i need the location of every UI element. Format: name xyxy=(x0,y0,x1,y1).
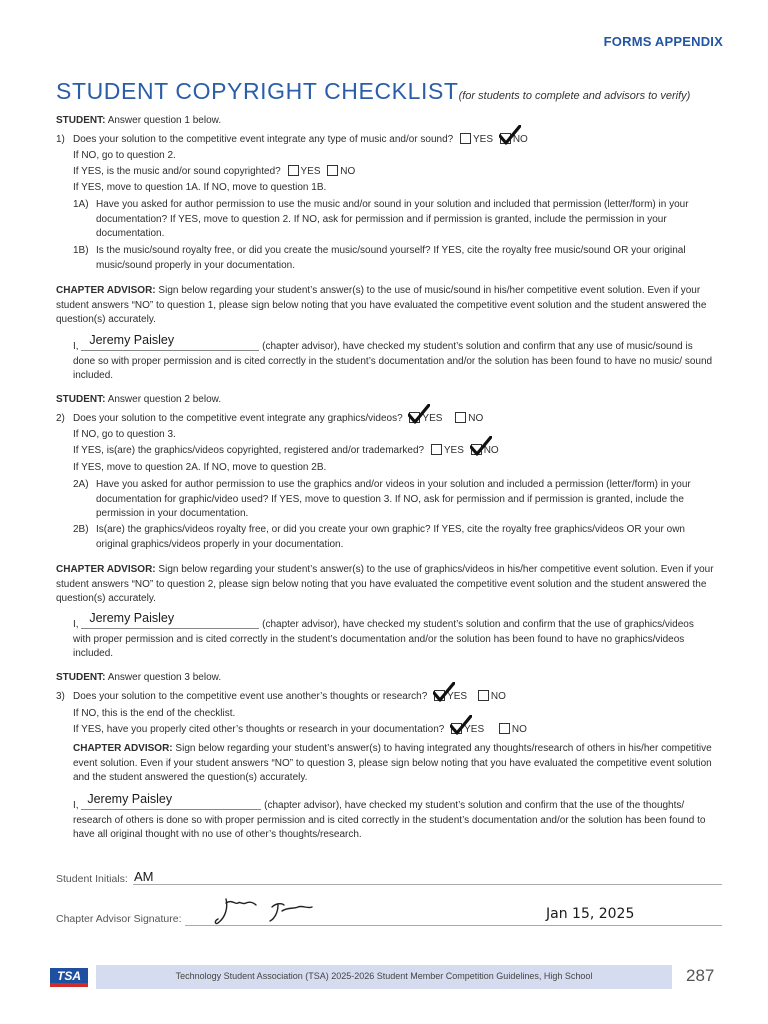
q3-student-label: STUDENT: xyxy=(56,672,106,683)
q1-number: 1) xyxy=(56,134,65,145)
logo-text: TSA xyxy=(57,969,81,983)
q2-sub-yes-label: YES xyxy=(443,445,464,456)
q1-question: Does your solution to the competitive event integrate any type of music and/or sound? xyxy=(73,134,454,145)
handwritten-signature xyxy=(212,893,318,927)
q1-confirm: (chapter advisor), have checked my student’s solution and confirm that any use of music/sound is done so with proper permission and is cited correctly in the student’s documentation and/or the solution has been found to have no music/ sound included. xyxy=(73,341,713,382)
q1-yes-label: YES xyxy=(473,134,494,145)
q1-sub-question: If YES, is the music and/or sound copyrighted? xyxy=(73,166,281,177)
q1-move: If YES, move to question 1A. If NO, move to question 1B. xyxy=(73,182,327,193)
title-main: STUDENT COPYRIGHT CHECKLIST xyxy=(56,78,459,104)
q2-sub-no-checkbox[interactable] xyxy=(471,444,482,455)
q2-yes-label: YES xyxy=(422,413,443,424)
q1-advisor-name-field[interactable] xyxy=(81,333,259,351)
q3-advisor-label: CHAPTER ADVISOR: xyxy=(73,743,173,754)
q1-no-checkbox[interactable] xyxy=(500,133,511,144)
q3-advisor-instruction xyxy=(73,742,713,786)
q1-advisor-statement xyxy=(73,333,713,384)
q2-yes-checkbox[interactable] xyxy=(409,412,420,423)
forms-appendix-header: FORMS APPENDIX xyxy=(603,34,723,49)
q3-i: I, xyxy=(73,800,79,811)
q3-advisor-name: Jeremy Paisley xyxy=(87,792,173,806)
q2-student-instruction xyxy=(56,393,716,408)
q2-i: I, xyxy=(73,619,79,630)
q1-student-instr-text: Answer question 1 below. xyxy=(107,115,222,126)
q2-move: If YES, move to question 2A. If NO, move to question 2B. xyxy=(73,462,327,473)
title-subtitle: (for students to complete and advisors to verify) xyxy=(458,90,691,102)
q2-question: Does your solution to the competitive event integrate any graphics/videos? xyxy=(73,413,403,424)
q3-end: If NO, this is the end of the checklist. xyxy=(73,708,236,719)
q2-student-label: STUDENT: xyxy=(56,394,106,405)
q2-sub-question: If YES, is(are) the graphics/videos copyrighted, registered and/or trademarked? xyxy=(73,445,425,456)
q1-sub-yes-checkbox[interactable] xyxy=(288,165,299,176)
q3-sub-question: If YES, have you properly cited other’s thoughts or research in your documentation? xyxy=(73,724,445,735)
q3-question-row xyxy=(73,690,506,705)
q2-advisor-name-field[interactable] xyxy=(81,611,259,629)
student-initials-label: Student Initials: xyxy=(56,873,128,885)
q1a-number: 1A) xyxy=(73,199,89,210)
student-initials-field[interactable] xyxy=(133,884,722,885)
q1-i: I, xyxy=(73,341,79,352)
q1b-number: 1B) xyxy=(73,245,89,256)
q2b-number: 2B) xyxy=(73,524,89,535)
q1-sub-no-label: NO xyxy=(340,166,356,177)
q2-confirm: (chapter advisor), have checked my student’s solution and confirm that the use of graphics/videos with proper permission and is cited correctly in the student’s documentation and/or the solution has been found to have no graphics/videos included. xyxy=(73,619,694,660)
q1-advisor-label: CHAPTER ADVISOR: xyxy=(56,285,156,296)
q1-if-no: If NO, go to question 2. xyxy=(73,150,176,161)
q3-advisor-name-field[interactable] xyxy=(81,792,261,810)
q3-number: 3) xyxy=(56,691,65,702)
q3-yes-checkbox[interactable] xyxy=(434,690,445,701)
q3-sub-question-row xyxy=(73,723,527,738)
advisor-signature-label: Chapter Advisor Signature: xyxy=(56,913,182,925)
q3-sub-yes-label: YES xyxy=(464,724,485,735)
q3-sub-no-label: NO xyxy=(511,724,527,735)
q1-sub-no-checkbox[interactable] xyxy=(327,165,338,176)
q3-confirm: (chapter advisor), have checked my student’s solution and confirm that the use of the thoughts/ research of others is done so with proper permission and is cited correctly in the student’s documentation and/or the solution has been found to have all original thought with no use of other’s thoughts/research. xyxy=(73,800,706,841)
q1-advisor-text: Sign below regarding your student’s answer(s) to the use of music/sound in his/her competitive event solution. Even if your student answers “NO” to question 1, please sign below noting that you have evaluated the competitive event solution and the student answered the question(s) accurately. xyxy=(56,285,707,326)
student-initials-value: AM xyxy=(134,869,154,884)
q1-sub-question-row xyxy=(73,165,355,180)
q2-number: 2) xyxy=(56,413,65,424)
footer-text: Technology Student Association (TSA) 2025-2026 Student Member Competition Guidelines, High School xyxy=(175,971,593,981)
q3-student-instr-text: Answer question 3 below. xyxy=(107,672,222,683)
q2-sub-no-label: NO xyxy=(483,445,499,456)
q2-advisor-text: Sign below regarding your student’s answer(s) to the use of graphics/videos in his/her competitive event solution. Even if your student answers “NO” to question 2, please sign below noting that you have evaluated the competitive event solution and the student answered the question(s) accurately. xyxy=(56,564,714,605)
q3-sub-no-checkbox[interactable] xyxy=(499,723,510,734)
q3-advisor-text: Sign below regarding your student’s answer(s) to having integrated any thoughts/research of others in his/her competitive event solution. Even if your student answers “NO” to question 3, please sign below noting that you have evaluated the competitive event solution and the student answered the question(s) accurately. xyxy=(73,743,712,784)
signature-date: Jan 15, 2025 xyxy=(546,906,635,922)
q2b-text: Is(are) the graphics/videos royalty free, or did you create your own graphic? If YES, cite the royalty free graphics/videos OR your own original graphics/videos properly in your documentation. xyxy=(96,524,685,550)
q2-no-label: NO xyxy=(468,413,484,424)
q1-student-instruction xyxy=(56,114,716,129)
tsa-logo-icon xyxy=(50,966,88,988)
q2a-text: Have you asked for author permission to use the graphics and/or videos in your solution and included a permission (letter/form) in your documentation for graphic/video used? If YES, move to question 3. If NO, ask for permission and if permission is granted, include the permission in your documentation. xyxy=(96,479,691,520)
q1-question-row xyxy=(73,133,528,148)
q1-advisor-name: Jeremy Paisley xyxy=(89,333,175,347)
q1a-text: Have you asked for author permission to use the music and/or sound in your solution and included that permission (letter/form) in your documentation? If YES, move to question 2. If NO, ask for permission and if permission is granted, include the permission in your documentation. xyxy=(96,199,689,240)
q1-student-label: STUDENT: xyxy=(56,115,106,126)
q3-no-checkbox[interactable] xyxy=(478,690,489,701)
page-title xyxy=(56,78,690,105)
q2-advisor-instruction xyxy=(56,563,716,607)
q2-question-row xyxy=(73,412,483,427)
q2-no-checkbox[interactable] xyxy=(455,412,466,423)
q2a-number: 2A) xyxy=(73,479,89,490)
q3-no-label: NO xyxy=(490,691,506,702)
page-number: 287 xyxy=(686,966,715,985)
q2-sub-question-row xyxy=(73,444,499,459)
q1b-text: Is the music/sound royalty free, or did you create the music/sound yourself? If YES, cite the royalty free music/sound OR your original music/sound properly in your documentation. xyxy=(96,245,686,271)
q1-no-label: NO xyxy=(512,134,528,145)
q1-yes-checkbox[interactable] xyxy=(460,133,471,144)
q3-student-instruction xyxy=(56,671,716,686)
q2-advisor-statement xyxy=(73,611,713,662)
q2-advisor-name: Jeremy Paisley xyxy=(89,611,175,625)
q3-question: Does your solution to the competitive event use another’s thoughts or research? xyxy=(73,691,428,702)
q1-advisor-instruction xyxy=(56,284,716,328)
q2-advisor-label: CHAPTER ADVISOR: xyxy=(56,564,156,575)
q3-advisor-statement xyxy=(73,792,713,843)
q1-sub-yes-label: YES xyxy=(300,166,321,177)
q2-if-no: If NO, go to question 3. xyxy=(73,429,176,440)
q3-sub-yes-checkbox[interactable] xyxy=(451,723,462,734)
q2-student-instr-text: Answer question 2 below. xyxy=(107,394,222,405)
q3-yes-label: YES xyxy=(447,691,468,702)
q2-sub-yes-checkbox[interactable] xyxy=(431,444,442,455)
